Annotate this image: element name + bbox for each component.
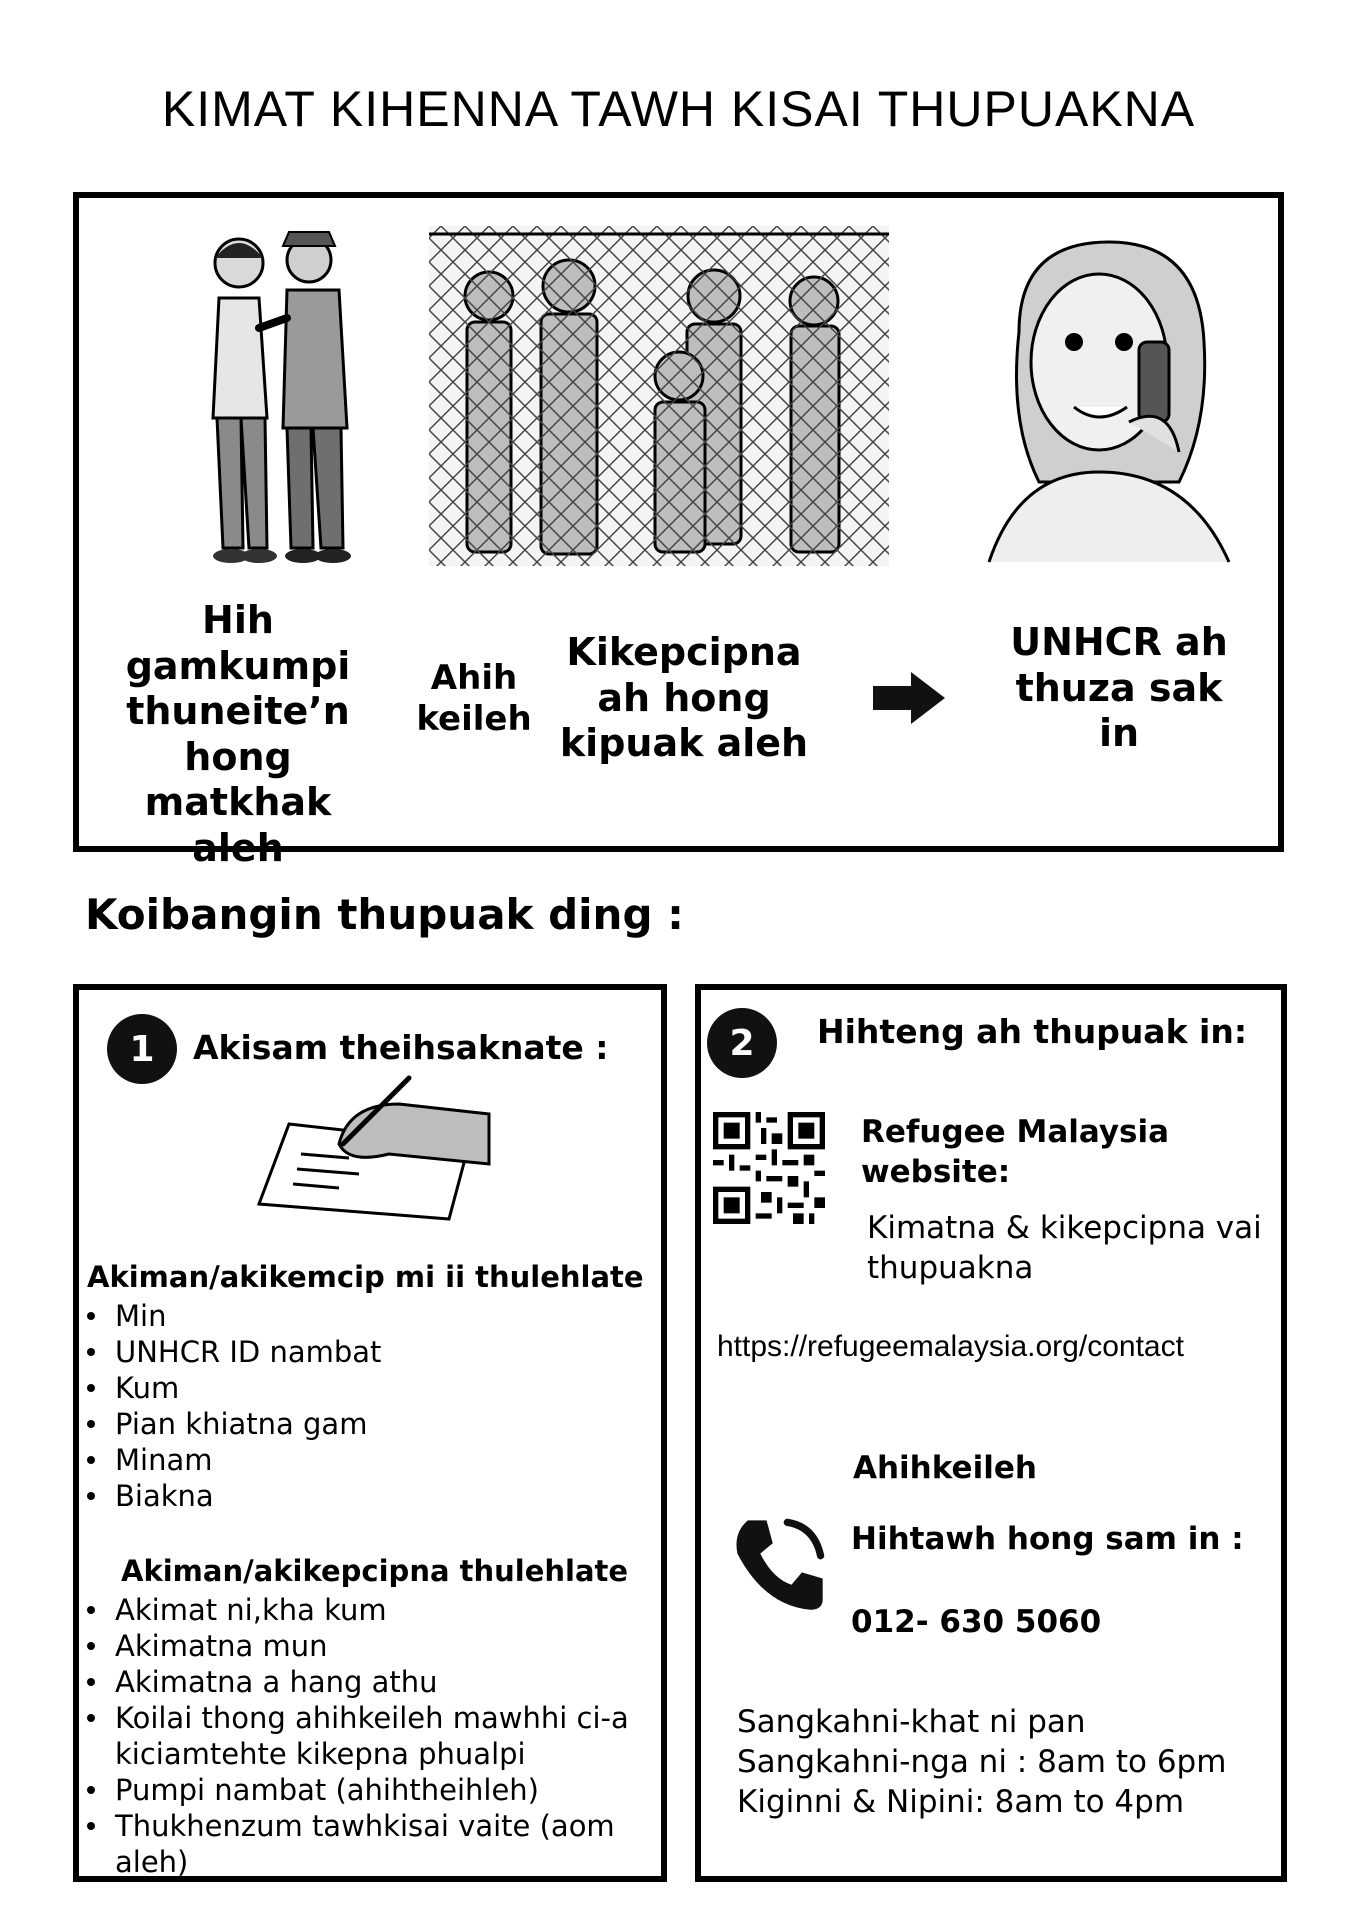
step1-panel: [73, 984, 667, 1882]
or-label: Ahihkeileh: [853, 1450, 1037, 1486]
hotline-number[interactable]: 012- 630 5060: [851, 1604, 1102, 1640]
caption-or: Ahih keileh: [416, 658, 532, 739]
page-title: KIMAT KIHENNA TAWH KISAI THUPUAKNA: [161, 81, 1196, 137]
arrow-right-icon: [869, 668, 949, 728]
phone-call-illustration: [979, 222, 1239, 582]
personal-info-list: [87, 1298, 655, 1514]
caption-contact-unhcr: UNHCR ah thuza sak in: [1010, 620, 1228, 756]
list-item: Kum: [115, 1370, 655, 1406]
list-item: Pian khiatna gam: [115, 1406, 655, 1442]
list-item: Minam: [115, 1442, 655, 1478]
list-item: Min: [115, 1298, 655, 1334]
detention-fence-illustration: [429, 226, 889, 566]
caption-arrested: Hih gamkumpi thuneite’n hong matkhak aleh: [125, 598, 351, 870]
list-item: Koilai thong ahihkeileh mawhhi ci-a kiciamtehte kikepna phualpi: [115, 1700, 655, 1772]
list-item: Pumpi nambat (ahihtheihleh): [115, 1772, 655, 1808]
scenario-panel: [73, 192, 1284, 870]
caption-detained: Kikepcipna ah hong kipuak aleh: [559, 630, 809, 766]
arrest-illustration: [179, 218, 379, 578]
writing-hand-illustration: [239, 1074, 499, 1224]
list-item: Thukhenzum tawhkisai vaite (aom aleh): [115, 1808, 655, 1880]
call-label: Hihtawh hong sam in :: [851, 1521, 1244, 1557]
list-item: Biakna: [115, 1478, 655, 1514]
list-item: Akimatna a hang athu: [115, 1664, 655, 1700]
step1-number-badge: 1: [107, 1014, 177, 1084]
section-heading: Koibangin thupuak ding :: [85, 890, 684, 939]
detention-info-list: [87, 1592, 655, 1880]
website-url-link[interactable]: https://refugeemalaysia.org/contact: [717, 1330, 1184, 1363]
qr-code-icon[interactable]: [713, 1112, 825, 1224]
step2-panel: [695, 984, 1287, 1882]
list-item: Akimatna mun: [115, 1628, 655, 1664]
website-label: Refugee Malaysia website:: [861, 1114, 1170, 1190]
detention-info-heading: Akiman/akikepcipna thulehlate: [121, 1554, 629, 1588]
hours-weekdays: Sangkahni-khat ni pan Sangkahni-nga ni : 8am to 6pm: [737, 1704, 1227, 1780]
step2-number-badge: 2: [707, 1008, 777, 1078]
list-item: UNHCR ID nambat: [115, 1334, 655, 1370]
website-description: Kimatna & kikepcipna vai thupuakna: [867, 1210, 1262, 1286]
list-item: Akimat ni,kha kum: [115, 1592, 655, 1628]
personal-info-heading: Akiman/akikemcip mi ii thulehlate: [87, 1260, 644, 1294]
hours-weekend: Kiginni & Nipini: 8am to 4pm: [737, 1784, 1185, 1820]
phone-icon: [727, 1512, 831, 1616]
step1-title: Akisam theihsaknate :: [193, 1028, 609, 1067]
step2-title: Hihteng ah thupuak in:: [817, 1012, 1248, 1051]
